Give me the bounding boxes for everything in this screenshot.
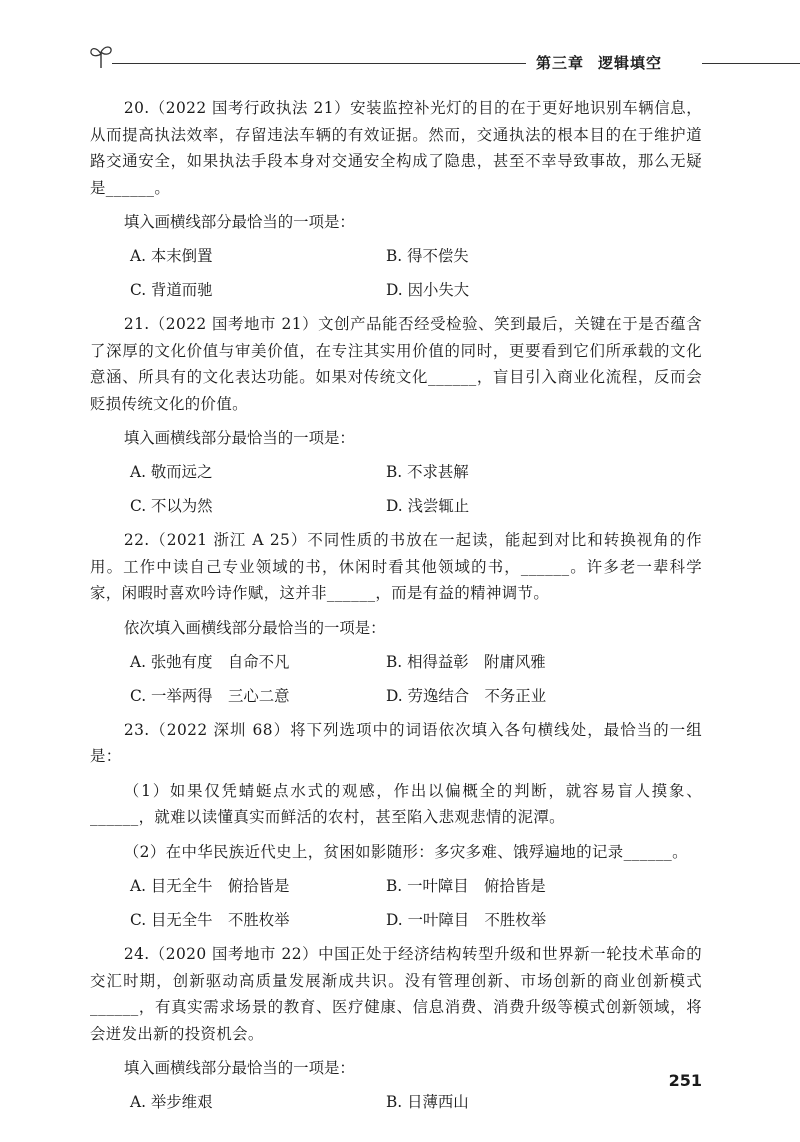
- option-c: C. 一举两得 三心二意: [130, 686, 290, 705]
- question-23: [90, 717, 702, 934]
- question-22: [90, 527, 702, 709]
- option-c: C. 背道而驰: [130, 281, 213, 299]
- sprout-icon: [86, 42, 116, 72]
- question-24: [90, 941, 702, 1115]
- sub-sentence-2: （2）在中华民族近代史上，贫困如影随形：多灾多难、饿殍遍地的记录______。: [123, 842, 688, 861]
- chapter-number: 第三章: [536, 54, 585, 72]
- option-c: C. 不以为然: [130, 497, 213, 515]
- option-a: A. 本末倒置: [130, 247, 213, 265]
- header-rule-left: [112, 63, 526, 64]
- option-b: B. 不求甚解: [386, 463, 469, 481]
- question-stem: 22.（2021 浙江 A 25）不同性质的书放在一起读，能起到对比和转换视角的作用。工作中读自己专业领域的书，休闲时看其他领域的书，______。许多老一辈科学家，闲暇时喜欢吟诗作赋，这并非______，而是有益的精神调节。: [90, 531, 702, 602]
- option-a: A. 举步维艰: [130, 1093, 213, 1111]
- option-a: A. 目无全牛 俯拾皆是: [130, 877, 290, 895]
- option-b: B. 相得益彰 附庸风雅: [386, 652, 546, 671]
- option-c: C. 目无全牛 不胜枚举: [130, 911, 290, 929]
- option-a: A. 张弛有度 自命不凡: [130, 652, 290, 671]
- option-d: D. 因小失大: [386, 281, 470, 299]
- question-20: [90, 95, 702, 303]
- page-header: [0, 0, 800, 90]
- question-prompt: 填入画横线部分最恰当的一项是：: [123, 213, 355, 231]
- sub-sentence-1: （1）如果仅凭蜻蜓点水式的观感，作出以偏概全的判断，就容易盲人摸象、______，就难以读懂真实而鲜活的农村，甚至陷入悲观悲情的泥潭。: [90, 781, 702, 826]
- option-row: [90, 243, 702, 269]
- header-rule-right: [702, 63, 800, 64]
- question-21: [90, 311, 702, 519]
- chapter-title: 逻辑填空: [598, 54, 663, 72]
- option-row: [90, 683, 702, 709]
- option-row: [90, 649, 702, 675]
- page-number: 251: [668, 1071, 702, 1090]
- option-row: [90, 873, 702, 899]
- question-stem: 24.（2020 国考地市 22）中国正处于经济结构转型升级和世界新一轮技术革命的交汇时期，创新驱动高质量发展渐成共识。没有管理创新、市场创新的商业创新模式______，有真实需求场景的教育、医疗健康、信息消费、消费升级等模式创新领域，将会迸发出新的投资机会。: [90, 945, 702, 1043]
- option-b: B. 日薄西山: [386, 1093, 469, 1111]
- option-row: [90, 277, 702, 303]
- option-d: D. 劳逸结合 不务正业: [386, 686, 547, 705]
- option-row: [90, 1089, 702, 1115]
- option-a: A. 敬而远之: [130, 463, 213, 481]
- option-row: [90, 493, 702, 519]
- question-stem: 20.（2022 国考行政执法 21）安装监控补光灯的目的在于更好地识别车辆信息，从而提高执法效率，存留违法车辆的有效证据。然而，交通执法的根本目的在于维护道路交通安全，如果执法手段本身对交通安全构成了隐患，甚至不幸导致事故，那么无疑是______。: [90, 99, 702, 197]
- option-row: [90, 907, 702, 933]
- question-prompt: 依次填入画横线部分最恰当的一项是：: [123, 618, 386, 637]
- option-b: B. 一叶障目 俯拾皆是: [386, 877, 546, 895]
- page-content: [90, 95, 702, 1123]
- option-d: D. 浅尝辄止: [386, 497, 470, 515]
- question-stem: 21.（2022 国考地市 21）文创产品能否经受检验、笑到最后，关键在于是否蕴含了深厚的文化价值与审美价值，在专注其实用价值的同时，更要看到它们所承载的文化意涵、所具有的文化表达功能。如果对传统文化______，盲目引入商业化流程，反而会贬损传统文化的价值。: [90, 315, 702, 413]
- question-prompt: 填入画横线部分最恰当的一项是：: [123, 1059, 355, 1077]
- question-stem: 23.（2022 深圳 68）将下列选项中的词语依次填入各句横线处，最恰当的一组是：: [90, 720, 702, 765]
- option-d: D. 一叶障目 不胜枚举: [386, 911, 547, 929]
- option-b: B. 得不偿失: [386, 247, 469, 265]
- chapter-heading: [536, 52, 696, 74]
- option-row: [90, 459, 702, 485]
- question-prompt: 填入画横线部分最恰当的一项是：: [123, 429, 355, 447]
